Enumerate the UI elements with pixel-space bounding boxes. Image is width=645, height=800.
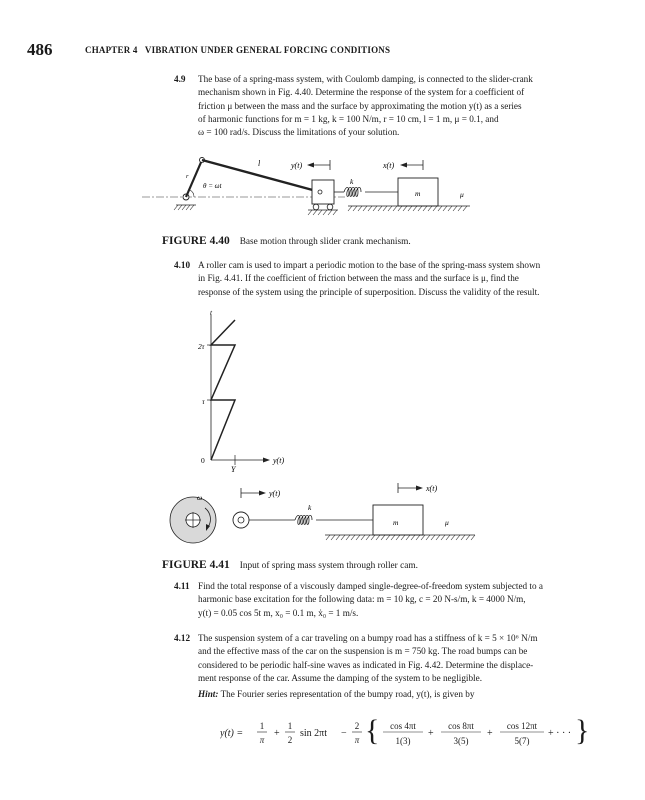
eq-frac2-num: 1	[287, 721, 293, 731]
label-2tau: 2τ	[198, 342, 205, 351]
figure-4-40-caption	[162, 235, 602, 247]
fourier-equation	[220, 710, 590, 756]
eq-term3-num: cos 12πt	[506, 721, 538, 731]
surface-hatch	[326, 535, 475, 540]
problem-4-11	[174, 580, 599, 620]
eq-left-brace: {	[365, 714, 380, 747]
problem-line: of harmonic functions for m = 1 kg, k = 100 N/m, r = 10 cm, l = 1 m, μ = 0.1, and	[198, 113, 499, 124]
problem-line: and the effective mass of the car on the suspension is m = 750 kg. The road bumps can be	[198, 646, 528, 657]
chapter-title: VIBRATION UNDER GENERAL FORCING CONDITIONS	[144, 45, 391, 55]
label-Y: Y	[231, 465, 236, 474]
label-tau: τ	[202, 397, 205, 406]
chapter-label: CHAPTER 4	[85, 45, 138, 55]
problem-line: in Fig. 4.41. If the coefficient of friction between the mass and the surface is μ, find the	[198, 273, 519, 284]
eq-lhs: y(t) =	[220, 728, 244, 739]
label-k: k	[350, 177, 354, 186]
problem-4-10	[174, 259, 599, 299]
problem-line: y(t) = 0.05 cos 5t m, x₀ = 0.1 m, ẋ₀ = 1 m/s.	[198, 607, 359, 618]
eq-minus: −	[341, 728, 347, 739]
eq-right-brace: }	[575, 714, 590, 747]
label-omega: ω	[197, 493, 203, 502]
problem-4-9	[174, 73, 599, 139]
label-mu: μ	[445, 518, 449, 527]
running-head	[85, 45, 390, 55]
surface-hatch	[348, 206, 467, 211]
caption-label: FIGURE 4.41	[162, 559, 230, 571]
label-x: x(t)	[383, 161, 395, 170]
eq-tail: + · · ·	[548, 728, 572, 739]
figure-4-40-slider-crank	[140, 150, 490, 220]
problem-4-12	[174, 632, 599, 701]
problem-line: response of the system using the principle of superposition. Discuss the validity of the result.	[198, 286, 540, 297]
figure-4-41-roller-cam	[160, 305, 490, 545]
theta-arc	[190, 190, 194, 197]
label-y: y(t)	[291, 161, 303, 170]
label-t: t	[210, 308, 213, 317]
slider-pin	[318, 190, 322, 194]
eq-term1-num: cos 4πt	[390, 721, 416, 731]
eq-frac1-den: π	[259, 735, 265, 745]
eq-plus: +	[274, 728, 280, 739]
problem-line: ment response of the car. Assume the damping of the system to be negligible.	[198, 672, 482, 683]
label-r: r	[186, 173, 189, 180]
eq-term1-den: 1(3)	[395, 736, 411, 746]
page-header	[27, 40, 627, 60]
label-theta: θ = ωt	[203, 182, 222, 190]
slider-wheel	[313, 204, 319, 210]
label-y-axis: y(t)	[273, 456, 285, 465]
label-m: m	[415, 189, 421, 198]
problem-number: 4.9	[174, 74, 186, 84]
eq-frac3-num: 2	[354, 721, 360, 731]
eq-term2-den: 3(5)	[453, 736, 469, 746]
problem-number: 4.10	[174, 260, 191, 270]
slider-wheel	[327, 204, 333, 210]
label-m: m	[393, 518, 399, 527]
label-mu: μ	[460, 190, 464, 199]
eq-plus: +	[428, 728, 434, 739]
problem-number: 4.11	[174, 581, 190, 591]
label-y: y(t)	[269, 489, 281, 498]
eq-frac3-den: π	[354, 735, 360, 745]
eq-sin: sin 2πt	[300, 728, 327, 739]
eq-term3-den: 5(7)	[514, 736, 530, 746]
label-x: x(t)	[426, 484, 438, 493]
sawtooth-curve	[211, 320, 235, 460]
label-zero: 0	[201, 456, 205, 465]
eq-plus: +	[487, 728, 493, 739]
problem-number: 4.12	[174, 633, 191, 643]
figure-4-41-caption	[162, 559, 602, 571]
spring	[295, 516, 312, 525]
problem-line: mechanism shown in Fig. 4.40. Determine the response of the system for a coefficient of	[198, 87, 525, 98]
problem-line: harmonic base excitation for the following data: m = 10 kg, c = 20 N-s/m, k = 4000 N/m,	[198, 594, 526, 605]
label-l: l	[258, 159, 261, 168]
ground-hatch	[174, 205, 194, 210]
hint-text: The Fourier series representation of the bumpy road, y(t), is given by	[220, 689, 475, 700]
caption-label: FIGURE 4.40	[162, 235, 230, 247]
eq-frac2-den: 2	[287, 735, 293, 745]
hint-label: Hint:	[198, 689, 219, 700]
problem-line: A roller cam is used to impart a periodic motion to the base of the spring-mass system shown	[198, 260, 541, 270]
page-number: 486	[27, 40, 53, 59]
problem-line: The base of a spring-mass system, with Coulomb damping, is connected to the slider-crank	[198, 74, 533, 84]
spring	[344, 188, 361, 197]
problem-line: considered to be periodic half-sine waves as indicated in Fig. 4.42. Determine the displace-	[198, 659, 534, 670]
caption-text: Input of spring mass system through roller cam.	[239, 561, 418, 571]
problem-line: The suspension system of a car traveling on a bumpy road has a stiffness of k = 5 × 10⁶ N/m	[198, 633, 538, 643]
problem-line: friction μ between the mass and the surface by approximating the motion y(t) as a series	[198, 100, 522, 111]
problem-line: ω = 100 rad/s. Discuss the limitations of your solution.	[198, 127, 400, 138]
slider-block	[312, 180, 334, 204]
hint	[198, 688, 599, 701]
label-k: k	[308, 503, 312, 512]
eq-term2-num: cos 8πt	[448, 721, 474, 731]
eq-frac1-num: 1	[259, 721, 265, 731]
problem-line: Find the total response of a viscously damped single-degree-of-freedom system subjected to a	[198, 581, 543, 591]
caption-text: Base motion through slider crank mechanism.	[239, 237, 411, 247]
